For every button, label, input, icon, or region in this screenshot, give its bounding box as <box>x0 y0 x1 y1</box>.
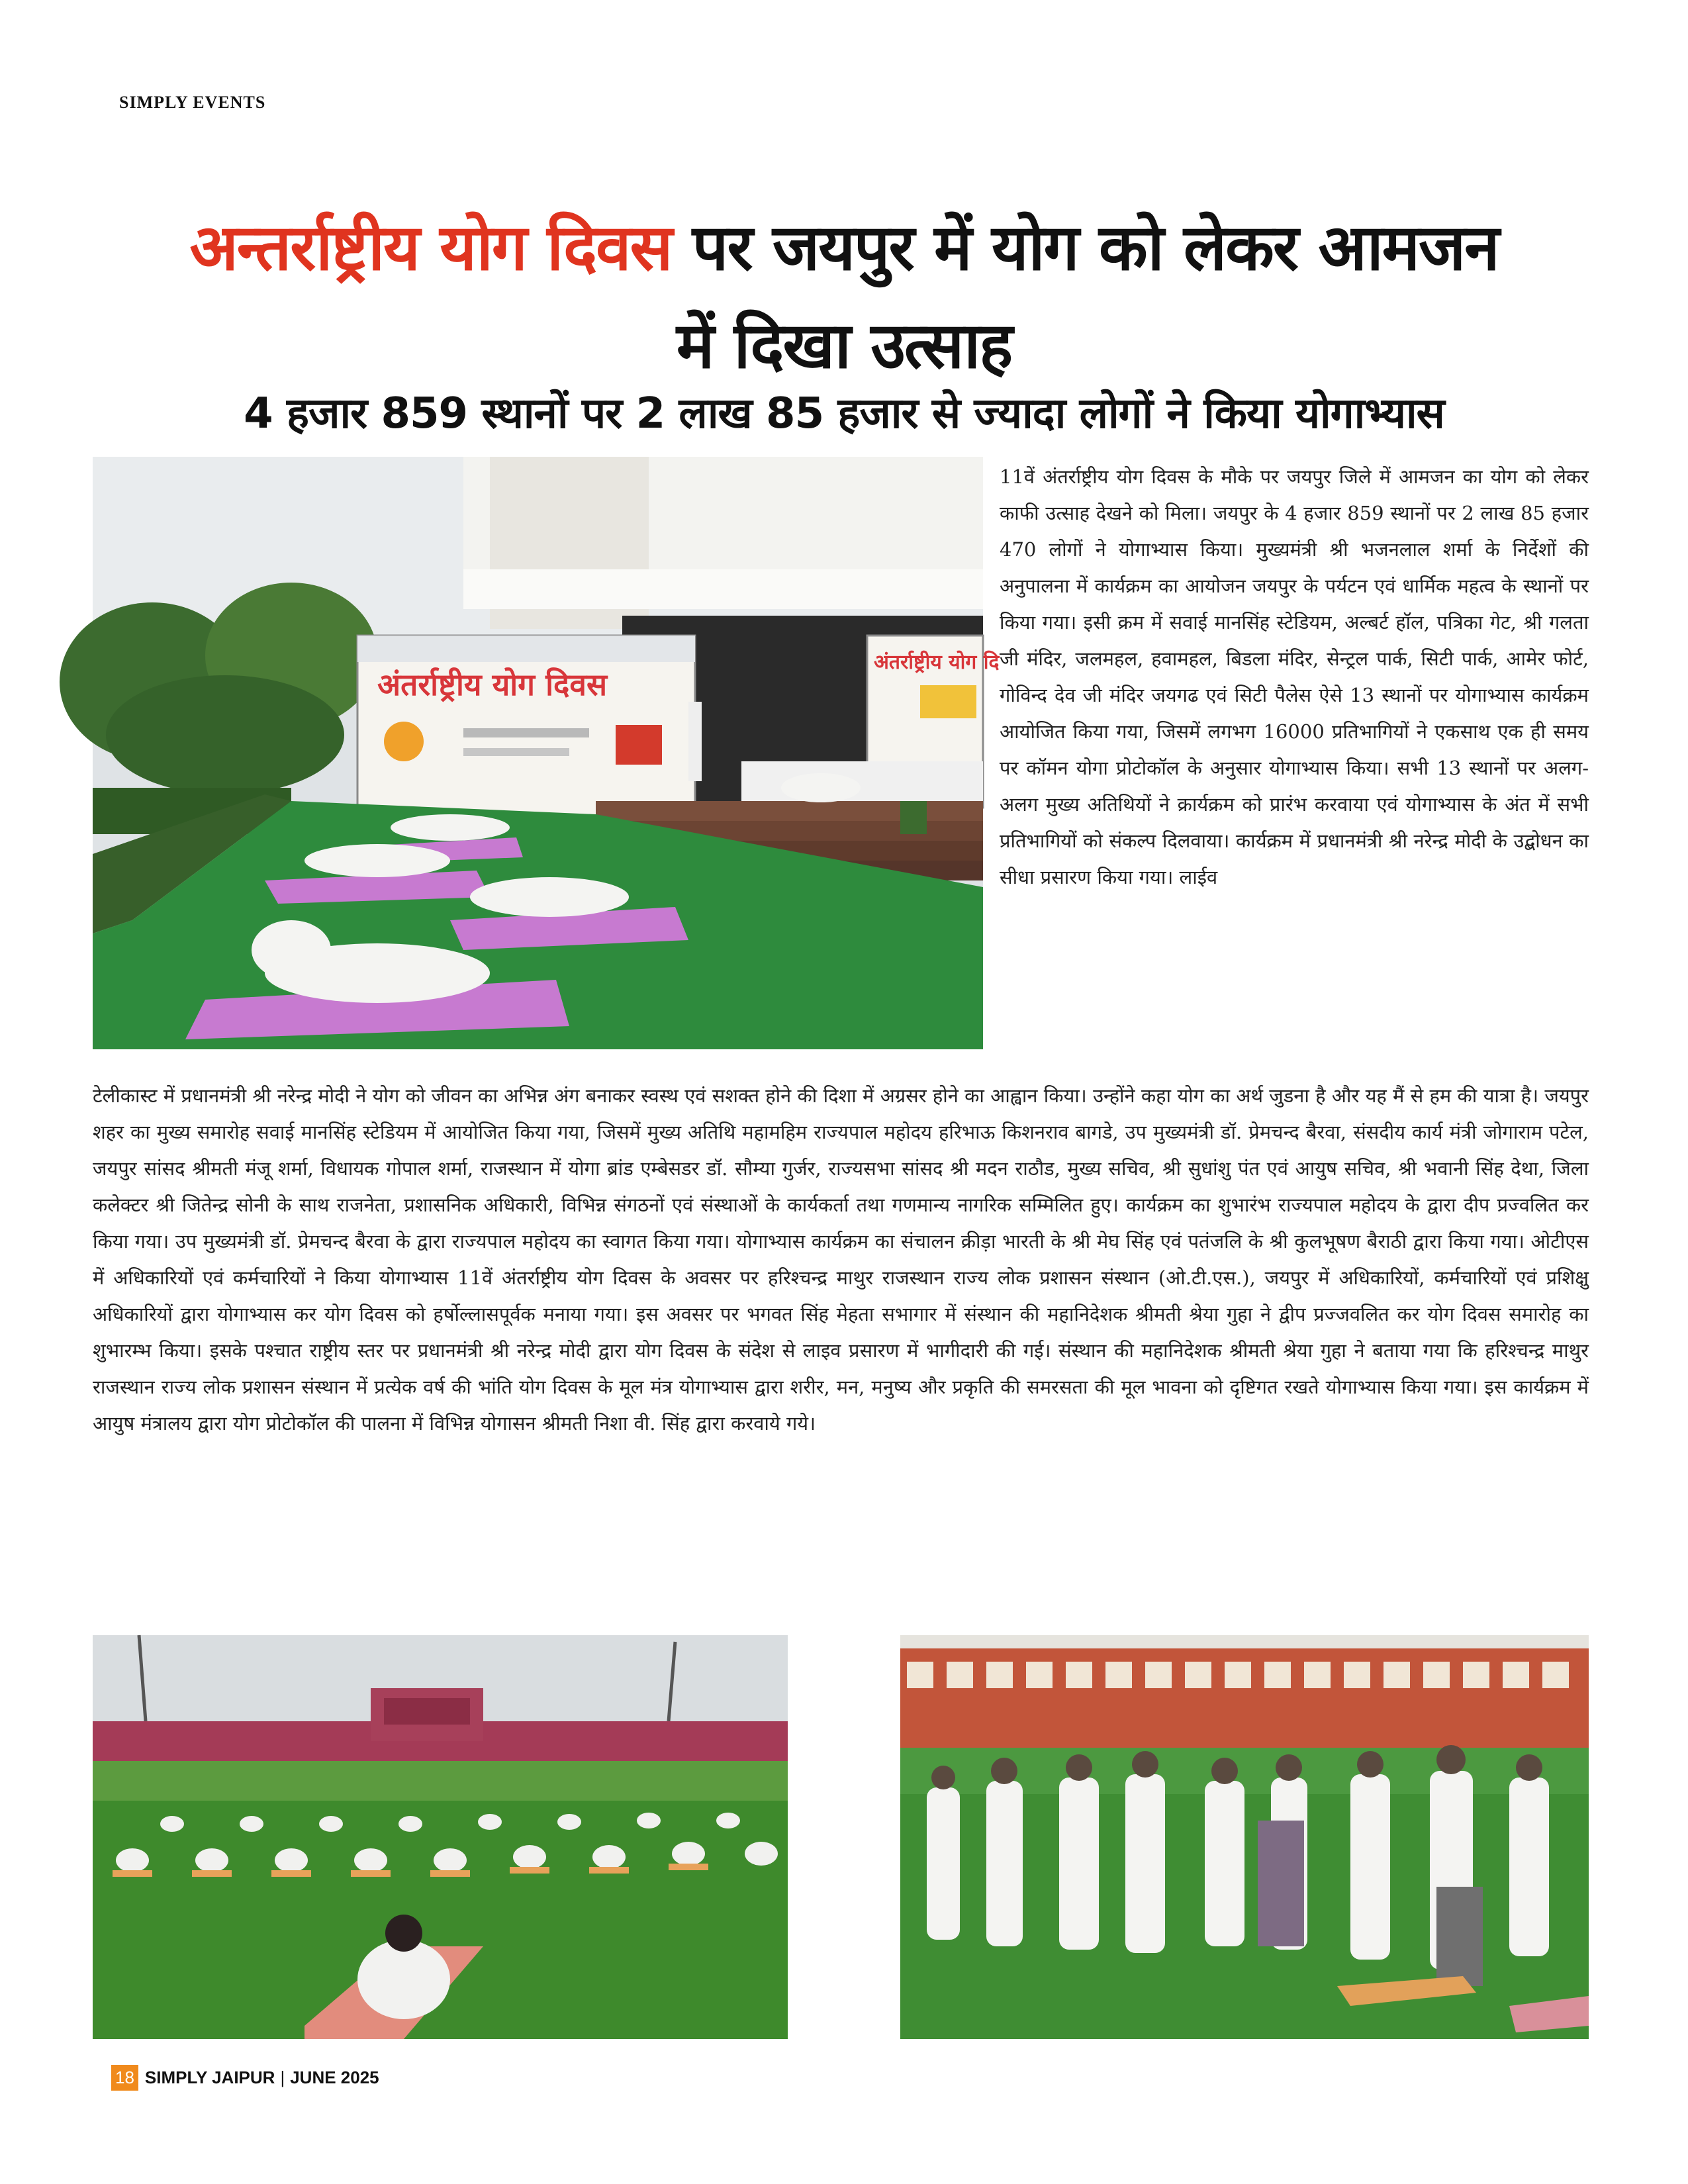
title-line1-rest: पर जयपुर में योग को लेकर आमजन <box>671 211 1499 285</box>
article-body-text: टेलीकास्ट में प्रधानमंत्री श्री नरेन्द्र मोदी ने योग को जीवन का अभिन्न अंग बनाकर स्वस्थ एवं सशक्त होने की दिशा में अग्रसर होने का आह्वान किया। उन्होंने कहा योग का अर्थ जुडना है और यह मैं से हम की यात्रा है। जयपुर शहर का मुख्य समारोह सवाई मानसिंह स्टेडियम में आयोजित किया गया, जिसमें मुख्य अतिथि महामहिम राज्यपाल महोदय हरिभाऊ किशनराव बागडे, उप मुख्यमंत्री डॉ. प्रेमचन्द बैरवा, संसदीय कार्य मंत्री जोगाराम पटेल, जयपुर सांसद श्रीमती मंजू शर्मा, विधायक गोपाल शर्मा, राजस्थान में योगा ब्रांड एम्बेसडर डॉ. सौम्या गुर्जर, राज्यसभा सांसद श्री मदन राठौड, मुख्य सचिव, श्री सुधांशु पंत एवं आयुष सचिव, श्री भवानी सिंह देथा, जिला कलेक्टर श्री जितेन्द्र सोनी के साथ राजनेता, प्रशासनिक अधिकारी, विभिन्न संगठनों एवं संस्थाओं के कार्यकर्ता तथा गणमान्य नागरिक सम्मिलित हुए। कार्यक्रम का शुभारंभ राज्यपाल महोदय के द्वारा दीप प्रज्वलित कर किया गया। उप मुख्यमंत्री डॉ. प्रेमचन्द बैरवा के द्वारा राज्यपाल महोदय का स्वागत किया गया। योगाभ्यास कार्यक्रम का संचालन क्रीड़ा भारती के श्री मेघ सिंह एवं पतंजलि के श्री कुलभूषण बैराठी द्वारा किया गया। ओटीएस में अधिकारियों एवं कर्मचारियों ने किया योगाभ्यास 11वें अंतर्राष्ट्रीय योग दिवस के अवसर पर हरिश्चन्द्र माथुर राजस्थान राज्य लोक प्रशासन संस्थान (ओ.टी.एस.), जयपुर में अधिकारियों, कर्मचारियों एवं प्रशिक्षु अधिकारियों द्वारा योगाभ्यास कर योग दिवस को हर्षोल्लासपूर्वक मनाया गया। इस अवसर पर भगवत सिंह मेहता सभागार में संस्थान की महानिदेशक श्रीमती श्रेया गुहा ने द्वीप प्रज्जवलित कर योग दिवस समारोह का शुभारम्भ किया। इसके पश्चात राष्ट्रीय स्तर पर प्रधानमंत्री श्री नरेन्द्र मोदी द्वारा योग दिवस के संदेश से लाइव प्रसारण में भागीदारी की गई। संस्थान की महानिदेशक श्रीमती श्रेया गुहा ने बताया गया कि हरिश्चन्द्र माथुर राजस्थान राज्य लोक प्रशासन संस्थान में प्रत्येक वर्ष की भांति योग दिवस के मूल मंत्र योगाभ्यास द्वारा शरीर, मन, मनुष्य और प्रकृति की समरसता की मूल भावना को दृष्टिगत रखते योगाभ्यास किया गया। इस कार्यक्रम में आयुष मंत्रालय द्वारा योग प्रोटोकॉल की पालना में विभिन्न योगासन श्रीमती निशा वी. सिंह द्वारा करवाये गये। <box>93 1084 1589 1435</box>
page-number: 18 <box>111 2065 138 2091</box>
issue-date: JUNE 2025 <box>290 2067 379 2087</box>
photo-standing-group-illustration <box>900 1635 1589 2039</box>
title-highlight: अन्तर्राष्ट्रीय योग दिवस <box>189 211 672 285</box>
page-footer <box>111 2063 379 2092</box>
section-label: SIMPLY EVENTS <box>119 93 266 112</box>
photo-standing-yoga-group <box>900 1635 1589 2039</box>
photo-yoga-venue <box>93 457 1000 1049</box>
article-column-text: 11वें अंतर्राष्ट्रीय योग दिवस के मौके पर जयपुर जिले में आमजन का योग को लेकर काफी उत्साह देखने को मिला। जयपुर के 4 हजार 859 स्थानों पर 2 लाख 85 हजार 470 लोगों ने योगाभ्यास किया। मुख्यमंत्री श्री भजनलाल शर्मा के निर्देशों की अनुपालना में कार्यक्रम का आयोजन जयपुर के पर्यटन एवं धार्मिक महत्व के स्थानों पर किया गया। इसी क्रम में सवाई मानसिंह स्टेडियम, अल्बर्ट हॉल, पत्रिका गेट, श्री गलता जी मंदिर, जलमहल, हवामहल, बिडला मंदिर, सेन्ट्रल पार्क, सिटी पार्क, आमेर फोर्ट, गोविन्द देव जी मंदिर जयगढ एवं सिटी पैलेस ऐसे 13 स्थानों पर योगाभ्यास कार्यक्रम आयोजित किया गया, जिसमें लगभग 16000 प्रतिभागियों ने एकसाथ एक ही समय पर कॉमन योगा प्रोटोकॉल के अनुसार योगाभ्यास किया। सभी 13 स्थानों पर अलग-अलग मुख्य अतिथियों ने क्रार्यक्रम को प्रारंभ करवाया एवं योगाभ्यास के अंत में सभी प्रतिभागियों को संकल्प दिलवाया। कार्यक्रम में प्रधानमंत्री श्री नरेन्द्र मोदी के उद्बोधन का सीधा प्रसारण किया गया। लाईव <box>1000 465 1589 888</box>
banner-text-main: अंतर्राष्ट्रीय योग दिवस <box>377 667 608 702</box>
photo-stadium-seated-yoga <box>93 1635 788 2039</box>
subheadline: 4 हजार 859 स्थानों पर 2 लाख 85 हजार से ज्यादा लोगों ने किया योगाभ्यास <box>244 389 1444 438</box>
footer-separator: | <box>280 2067 285 2087</box>
photo-yoga-venue-illustration <box>93 457 1000 1049</box>
photo-stadium-seated-illustration <box>93 1635 788 2039</box>
page-title <box>66 199 1622 395</box>
banner-text-side: अंतर्राष्ट्रीय योग दि <box>874 651 1000 674</box>
magazine-name: SIMPLY JAIPUR <box>144 2067 275 2087</box>
title-line2: में दिखा उत्साह <box>676 309 1012 383</box>
